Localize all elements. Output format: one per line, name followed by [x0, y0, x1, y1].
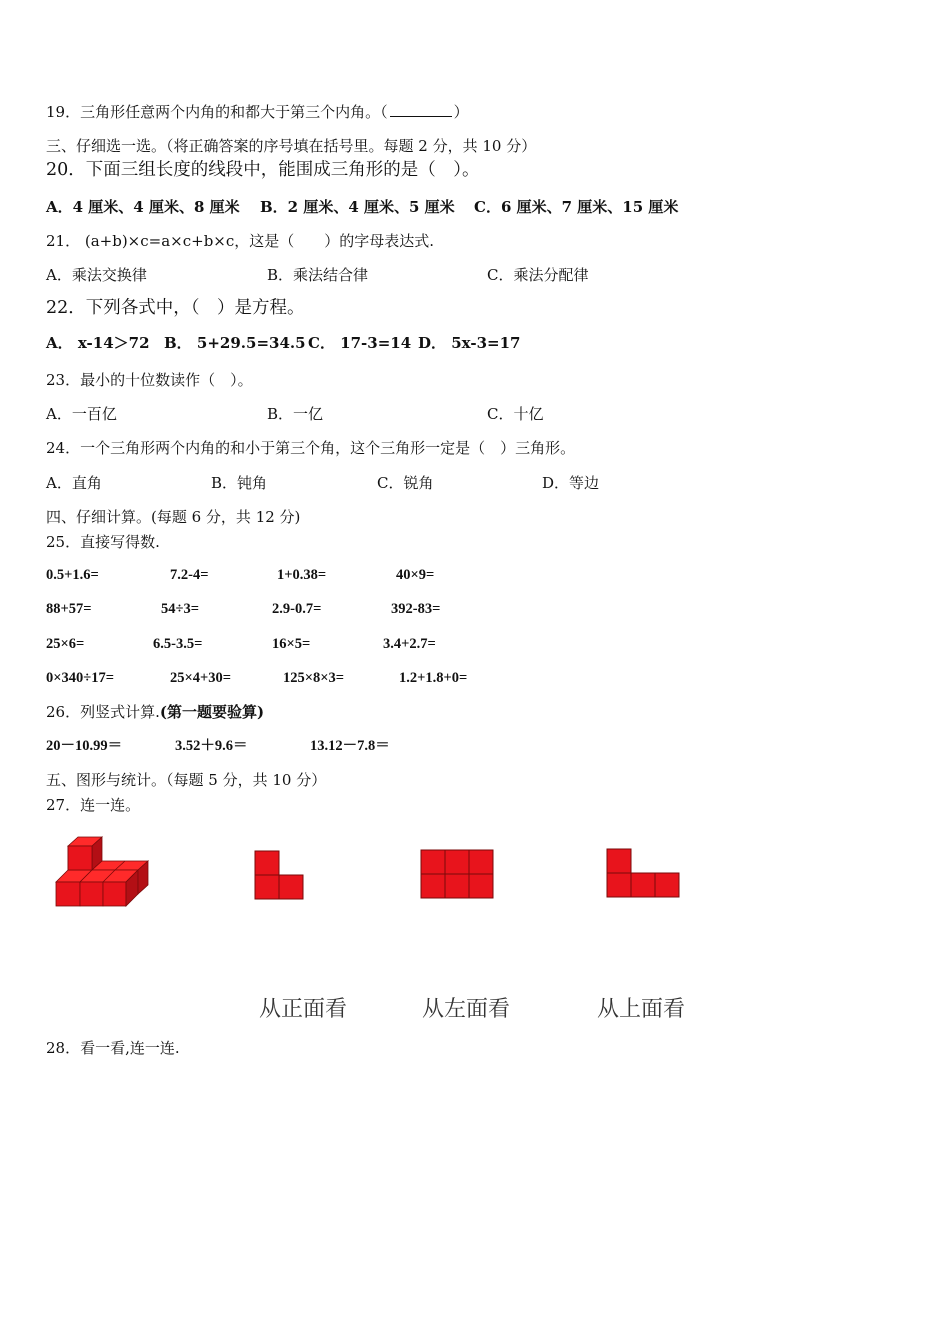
q20-option-a[interactable]: A．4 厘米、4 厘米、8 厘米 [46, 198, 240, 216]
calc-item: 54÷3= [161, 601, 199, 617]
square-cell [469, 850, 493, 874]
q24-option-c[interactable]: C．锐角 [377, 474, 434, 492]
calc-item: 16×5= [272, 636, 311, 652]
square-cell [421, 874, 445, 898]
calc-item: 40×9= [396, 567, 435, 583]
q24-option-a[interactable]: A．直角 [46, 474, 102, 492]
square-cell [445, 850, 469, 874]
vertical-calc-item: 20－10.99＝ [46, 738, 123, 754]
square-cell [279, 875, 303, 899]
cube-face [56, 882, 80, 906]
view-label-top[interactable]: 从上面看 [597, 997, 686, 1022]
q21-option-b[interactable]: B．乘法结合律 [267, 266, 369, 284]
question-21-text: 21． (a+b)×c=a×c+b×c，这是（ ）的字母表达式. [46, 232, 435, 250]
square-cell [445, 874, 469, 898]
view-figure-long-l [606, 848, 691, 903]
vertical-calc-item: 13.12－7.8＝ [310, 738, 390, 754]
q20-option-b[interactable]: B．2 厘米、4 厘米、5 厘米 [260, 198, 455, 216]
q24-option-d[interactable]: D．等边 [542, 474, 600, 492]
answer-blank[interactable] [390, 102, 452, 117]
section-5-heading: 五、图形与统计。（每题 5 分，共 10 分） [46, 771, 327, 789]
q21-option-c[interactable]: C．乘法分配律 [487, 266, 589, 284]
square-cell [469, 874, 493, 898]
q21-option-a[interactable]: A．乘法交换律 [46, 266, 147, 284]
view-label-front[interactable]: 从正面看 [259, 997, 348, 1022]
q22-option-a[interactable]: A． x-14＞72 [46, 334, 150, 352]
question-24-text: 24．一个三角形两个内角的和小于第三个角，这个三角形一定是（ ）三角形。 [46, 439, 576, 457]
cube-face [103, 882, 126, 906]
question-19-text: 19．三角形任意两个内角的和都大于第三个内角。（ [46, 103, 388, 121]
calc-item: 88+57= [46, 601, 92, 617]
question-19 [46, 102, 469, 122]
question-26-note: (第一题要验算) [159, 703, 265, 721]
square-cell [655, 873, 679, 897]
question-19-tail: ） [453, 103, 469, 121]
calc-item: 125×8×3= [283, 670, 345, 686]
calc-item: 392-83= [391, 601, 441, 617]
calc-item: 6.5-3.5= [153, 636, 203, 652]
q20-option-c[interactable]: C．6 厘米、7 厘米、15 厘米 [474, 198, 679, 216]
q23-option-c[interactable]: C．十亿 [487, 405, 544, 423]
q23-option-a[interactable]: A．一百亿 [46, 405, 117, 423]
square-cell [607, 873, 631, 897]
calc-item: 0×340÷17= [46, 670, 114, 686]
calc-item: 2.9-0.7= [272, 601, 322, 617]
calc-item: 25×4+30= [170, 670, 232, 686]
calc-item: 3.4+2.7= [383, 636, 436, 652]
cube-face [68, 846, 92, 870]
calc-item: 7.2-4= [170, 567, 209, 583]
question-27-text: 27．连一连。 [46, 796, 141, 814]
calc-item: 0.5+1.6= [46, 567, 99, 583]
question-26 [46, 702, 264, 722]
q22-option-b[interactable]: B． 5+29.5=34.5 [164, 334, 306, 352]
question-23-text: 23．最小的十位数读作（ ）。 [46, 371, 253, 389]
q22-option-c[interactable]: C． 17-3=14 [308, 334, 412, 352]
q23-option-b[interactable]: B．一亿 [267, 405, 324, 423]
q24-option-b[interactable]: B．钝角 [211, 474, 268, 492]
calc-item: 1.2+1.8+0= [399, 670, 468, 686]
square-cell [255, 875, 279, 899]
square-cell [421, 850, 445, 874]
calc-item: 25×6= [46, 636, 85, 652]
view-figure-l-shape [254, 850, 314, 910]
view-figure-grid-2x3 [420, 849, 500, 904]
square-cell [255, 851, 279, 875]
cube-stack-figure [52, 834, 162, 914]
q22-option-d[interactable]: D． 5x-3=17 [418, 334, 521, 352]
question-26-text: 26．列竖式计算. [46, 703, 160, 721]
calc-item: 1+0.38= [277, 567, 327, 583]
question-20-text: 20．下面三组长度的线段中，能围成三角形的是（ ）。 [46, 160, 480, 180]
view-label-left[interactable]: 从左面看 [422, 997, 511, 1022]
section-4-heading: 四、仔细计算。(每题 6 分，共 12 分) [46, 508, 301, 526]
cube-face [80, 882, 103, 906]
question-25-text: 25．直接写得数. [46, 533, 160, 551]
vertical-calc-item: 3.52＋9.6＝ [175, 738, 248, 754]
section-3-heading: 三、仔细选一选。（将正确答案的序号填在括号里。每题 2 分，共 10 分） [46, 137, 537, 155]
square-cell [607, 849, 631, 873]
question-28-text: 28．看一看,连一连. [46, 1039, 180, 1057]
square-cell [631, 873, 655, 897]
question-22-text: 22．下列各式中，（ ）是方程。 [46, 298, 305, 318]
